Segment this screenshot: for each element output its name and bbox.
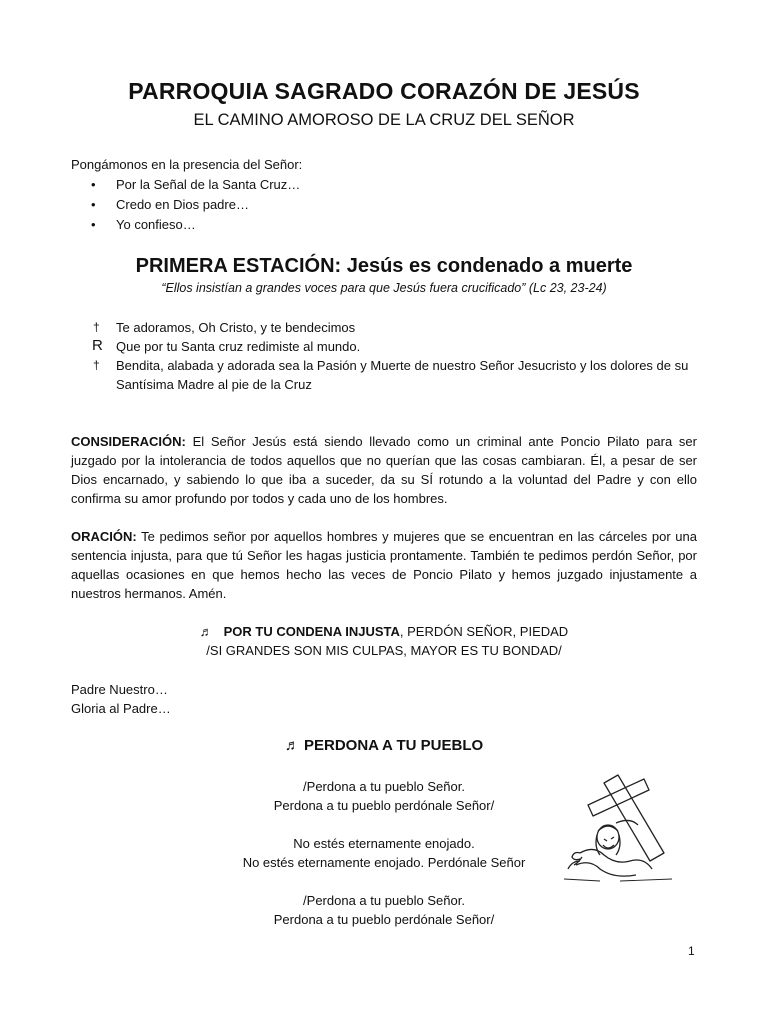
- jesus-carrying-cross-illustration: [560, 765, 678, 885]
- consideracion-text: El Señor Jesús está siendo llevado como un criminal ante Poncio Pilato para ser juzgado por la intolerancia de todos aquellos que no querían que las cosas cambiaran. Él, a pesar de ser Dios encarnado, y sabiendo lo que iba a suceder, da su SÍ rotundo a la voluntad del Padre y con ello confirma su amor profundo por todos y cada uno de los hombres.: [71, 434, 697, 506]
- bullet-icon: •: [91, 197, 96, 212]
- song-title-text: PERDONA A TU PUEBLO: [303, 737, 484, 754]
- song-refrain-line-2: /SI GRANDES SON MIS CULPAS, MAYOR ES TU BONDAD/: [206, 643, 562, 658]
- consideracion-paragraph: [71, 432, 697, 508]
- page-number: 1: [688, 944, 695, 958]
- intro-lead: Pongámonos en la presencia del Señor:: [71, 157, 303, 172]
- consideracion-label: CONSIDERACIÓN:: [71, 434, 186, 449]
- music-note-icon: ♬: [199, 624, 213, 639]
- list-item-text: Por la Señal de la Santa Cruz…: [116, 177, 301, 192]
- versicle-row: [71, 356, 697, 394]
- oracion-label: ORACIÓN:: [71, 529, 137, 544]
- versicle-row: [71, 318, 697, 337]
- intro-bullet-list: [71, 175, 300, 235]
- versicle-text: Bendita, alabada y adorada sea la Pasión y Muerte de nuestro Señor Jesucristo y los dolores de su Santísima Madre al pie de la Cruz: [116, 358, 689, 392]
- response-row: [71, 337, 697, 356]
- list-item: [71, 175, 300, 195]
- list-item: [71, 195, 300, 215]
- document-subtitle: EL CAMINO AMOROSO DE LA CRUZ DEL SEÑOR: [193, 111, 575, 129]
- cross-icon: †: [93, 358, 100, 372]
- bullet-icon: •: [91, 177, 96, 192]
- station-quote: “Ellos insistían a grandes voces para que Jesús fuera crucificado” (Lc 23, 23-24): [161, 281, 607, 295]
- list-item-text: Yo confieso…: [116, 217, 196, 232]
- song-refrain-bold: POR TU CONDENA INJUSTA: [223, 624, 400, 639]
- response-text: Que por tu Santa cruz redimiste al mundo.: [116, 339, 361, 354]
- document-title: PARROQUIA SAGRADO CORAZÓN DE JESÚS: [128, 78, 640, 104]
- list-item: [71, 215, 300, 235]
- song-refrain-line: [0, 622, 768, 641]
- prayer-line: Padre Nuestro…: [71, 682, 168, 697]
- list-item-text: Credo en Dios padre…: [116, 197, 249, 212]
- song-refrain: [0, 622, 768, 660]
- music-note-icon: ♬: [284, 737, 300, 754]
- lyric-line: Perdona a tu pueblo perdónale Señor/: [273, 912, 495, 927]
- song-title: [0, 737, 768, 754]
- bullet-icon: •: [91, 217, 96, 232]
- lyric-line: /Perdona a tu pueblo Señor.: [303, 779, 465, 794]
- station-title: PRIMERA ESTACIÓN: Jesús es condenado a muerte: [135, 255, 633, 277]
- cross-icon: †: [93, 320, 100, 334]
- oracion-text: Te pedimos señor por aquellos hombres y mujeres que se encuentran en las cárceles por una sentencia injusta, para que tú Señor les hagas justicia prontamente. También te pedimos perdón Señor, por aquellas ocasiones en que hemos hecho las veces de Poncio Pilato y hemos juzgado injustamente a nuestros hermanos. Amén.: [71, 529, 697, 601]
- versicle-text: Te adoramos, Oh Cristo, y te bendecimos: [116, 320, 356, 335]
- oracion-paragraph: [71, 527, 697, 603]
- prayer-list: [71, 680, 171, 718]
- lyric-line: Perdona a tu pueblo perdónale Señor/: [273, 798, 495, 813]
- lyric-line: /Perdona a tu pueblo Señor.: [303, 893, 465, 908]
- versicle-block: [71, 318, 697, 394]
- lyric-line: No estés eternamente enojado.: [293, 836, 475, 851]
- response-symbol: R: [92, 337, 103, 354]
- lyric-line: No estés eternamente enojado. Perdónale Señor: [242, 855, 526, 870]
- prayer-line: Gloria al Padre…: [71, 701, 171, 716]
- song-refrain-rest: , PERDÓN SEÑOR, PIEDAD: [399, 624, 569, 639]
